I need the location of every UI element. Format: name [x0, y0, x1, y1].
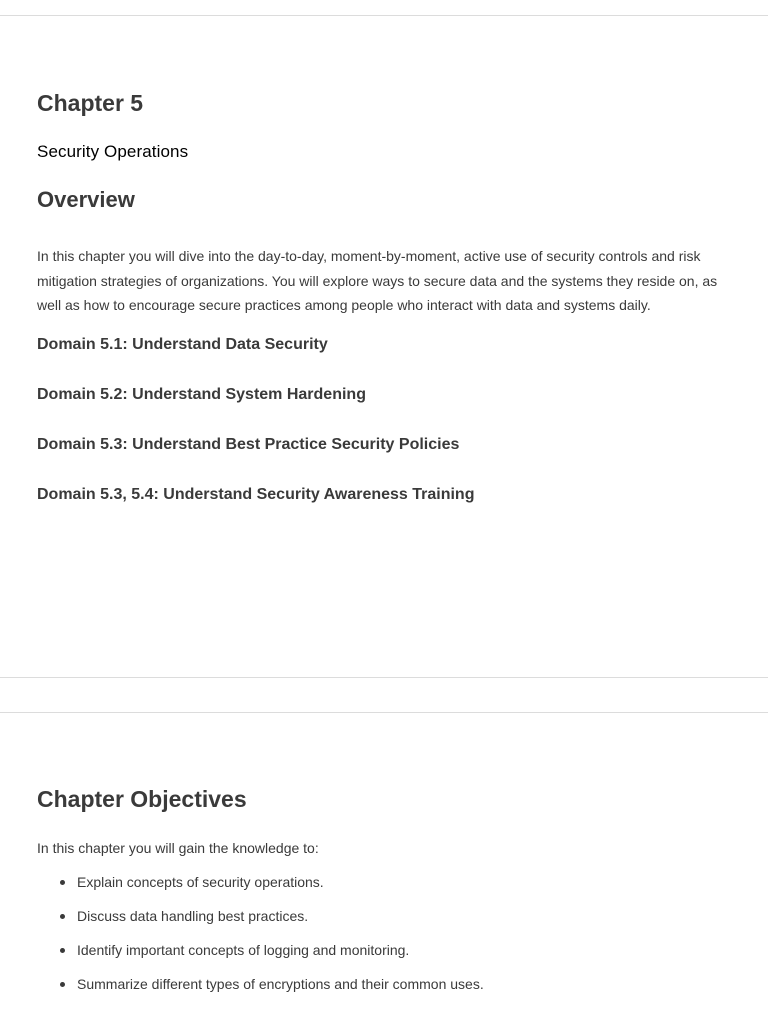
objective-item: [77, 872, 738, 906]
objective-text: Identify important concepts of logging and monitoring.: [77, 942, 410, 958]
bullet-icon: [60, 914, 65, 919]
section-divider-bottom: [0, 677, 768, 678]
objective-item: [77, 906, 738, 940]
chapter-number: Chapter 5: [37, 90, 144, 116]
chapter-title: Security Operations: [37, 142, 189, 161]
objective-text: Explain concepts of security operations.: [77, 874, 324, 890]
domain-item: Domain 5.3: Understand Best Practice Security Policies: [37, 435, 460, 453]
objective-item: [77, 940, 738, 974]
objectives-section: [37, 784, 738, 1008]
objectives-heading: Chapter Objectives: [37, 786, 247, 812]
domain-item: Domain 5.2: Understand System Hardening: [37, 385, 366, 403]
domain-item: Domain 5.1: Understand Data Security: [37, 335, 328, 353]
objectives-intro: In this chapter you will gain the knowledge to:: [37, 840, 319, 856]
objective-item: [77, 974, 738, 1008]
domain-item: Domain 5.3, 5.4: Understand Security Awareness Training: [37, 485, 475, 503]
bullet-icon: [60, 880, 65, 885]
bullet-icon: [60, 948, 65, 953]
objectives-list: [37, 872, 738, 1008]
bullet-icon: [60, 982, 65, 987]
section-divider-top: [0, 712, 768, 713]
domain-list: [37, 334, 738, 534]
top-divider: [0, 15, 768, 16]
objective-text: Discuss data handling best practices.: [77, 908, 309, 924]
chapter-section: [37, 88, 738, 534]
overview-heading: Overview: [37, 187, 135, 212]
objective-text: Summarize different types of encryptions and their common uses.: [77, 976, 484, 992]
overview-paragraph: In this chapter you will dive into the day-to-day, moment-by-moment, active use of security controls and risk mitigation strategies of organizations. You will explore ways to secure data and the systems they reside on, as well as how to encourage secure practices among people who interact with data and systems daily.: [37, 248, 718, 313]
